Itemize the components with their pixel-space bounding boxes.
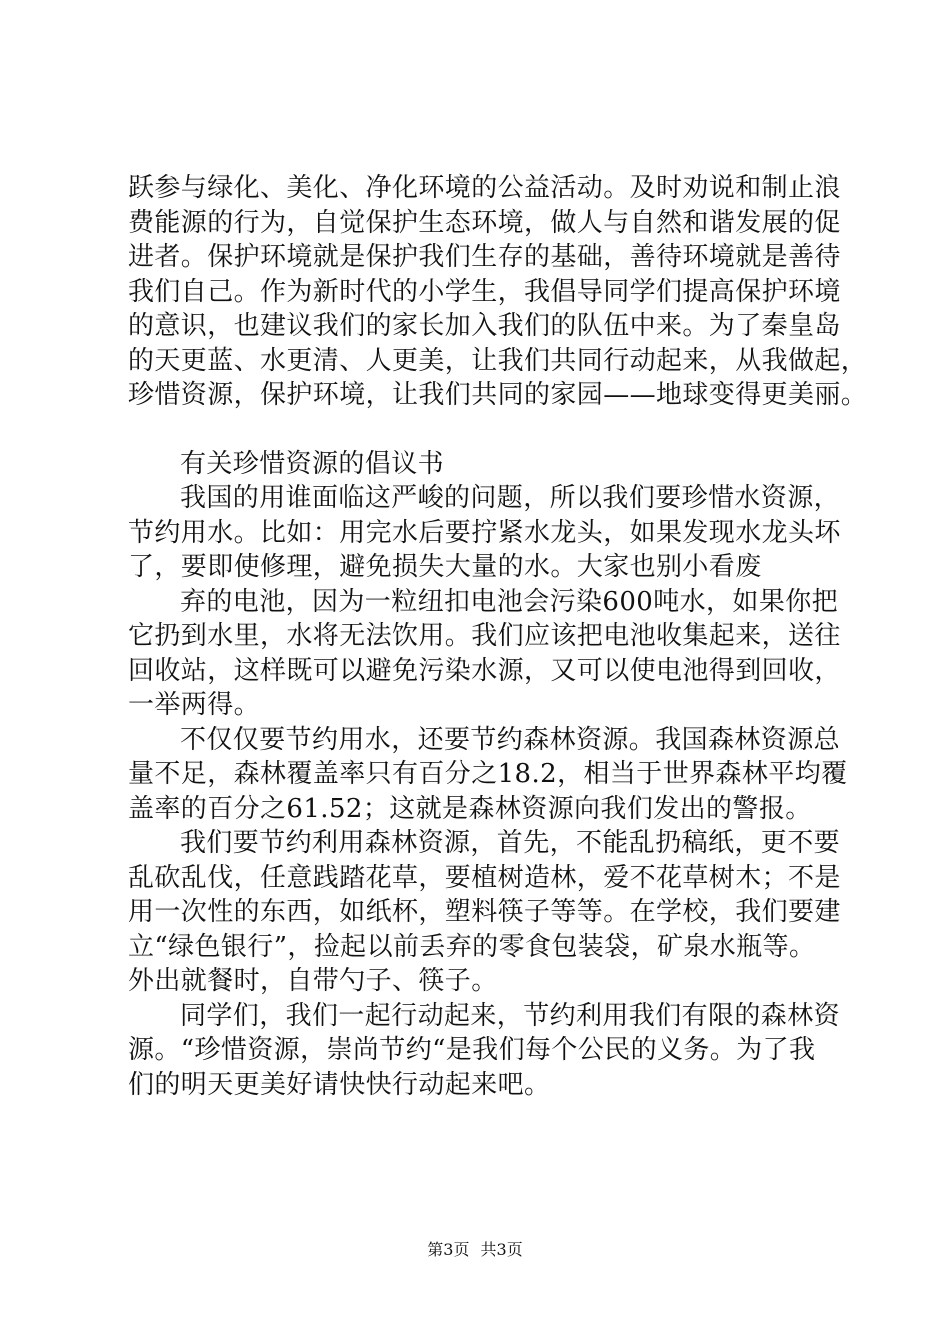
text-line: 乱砍乱伐，任意践踏花草，要植树造林，爱不花草树木；不是 <box>128 862 841 893</box>
text-line: 立“绿色银行”，捡起以前丢弃的零食包装袋，矿泉水瓶等。 <box>128 931 816 962</box>
text-line: 外出就餐时，自带勺子、筷子。 <box>128 966 498 996</box>
paragraph-3 <box>128 585 848 723</box>
paragraph-5 <box>128 826 848 999</box>
document-body <box>128 171 868 1102</box>
text-line: 不仅仅要节约用水，还要节约森林资源。我国森林资源总 <box>180 724 841 755</box>
text-line: 了，要即使修理，避免损失大量的水。大家也别小看废 <box>128 552 762 582</box>
text-line: 我们要节约利用森林资源，首先，不能乱扔稿纸，更不要 <box>180 828 841 858</box>
paragraph-4 <box>128 723 848 827</box>
text-line: 回收站，这样既可以避免污染水源，又可以使电池得到回收， <box>128 655 841 686</box>
text-line: 一举两得。 <box>128 690 261 720</box>
text-line: 我们自己。作为新时代的小学生，我倡导同学们提高保护环境 <box>128 276 841 307</box>
text-line: 跃参与绿化、美化、净化环境的公益活动。及时劝说和制止浪 <box>128 173 841 203</box>
page-footer <box>0 1240 950 1260</box>
text-line: 它扔到水里，水将无法饮用。我们应该把电池收集起来，送往 <box>128 621 841 651</box>
text-line: 源。“珍惜资源，崇尚节约“是我们每个公民的义务。为了我 <box>128 1035 816 1065</box>
text-line: 进者。保护环境就是保护我们生存的基础，善待环境就是善待 <box>128 242 841 272</box>
text-line: 量不足，森林覆盖率只有百分之18.2，相当于世界森林平均覆 <box>128 759 848 789</box>
text-line: 同学们，我们一起行动起来，节约利用我们有限的森林资 <box>180 1000 841 1031</box>
page-number: 第3页 <box>427 1240 470 1259</box>
text-line: 我国的用谁面临这严峻的问题，所以我们要珍惜水资源， <box>180 483 841 513</box>
page-total: 共3页 <box>480 1240 523 1259</box>
text-line: 节约用水。比如：用完水后要拧紧水龙头，如果发现水龙头坏 <box>128 517 841 548</box>
text-line: 用一次性的东西，如纸杯，塑料筷子等等。在学校，我们要建 <box>128 897 841 927</box>
paragraph-1 <box>128 171 868 413</box>
paragraph-2 <box>128 481 848 585</box>
text-line: 们的明天更美好请快快行动起来吧。 <box>128 1069 551 1100</box>
text-line: 费能源的行为，自觉保护生态环境，做人与自然和谐发展的促 <box>128 207 841 238</box>
text-line: 弃的电池，因为一粒纽扣电池会污染600吨水，如果你把 <box>180 586 839 617</box>
text-line: 的天更蓝、水更清、人更美，让我们共同行动起来，从我做起， <box>128 345 868 376</box>
document-title: 有关珍惜资源的倡议书 <box>180 448 445 479</box>
paragraph-gap <box>128 413 848 447</box>
text-line: 的意识，也建议我们的家长加入我们的队伍中来。为了秦皇岛 <box>128 311 841 341</box>
text-line: 珍惜资源，保护环境，让我们共同的家园——地球变得更美丽。 <box>128 380 868 410</box>
paragraph-6 <box>128 999 848 1103</box>
text-line: 盖率的百分之61.52；这就是森林资源向我们发出的警报。 <box>128 793 812 824</box>
